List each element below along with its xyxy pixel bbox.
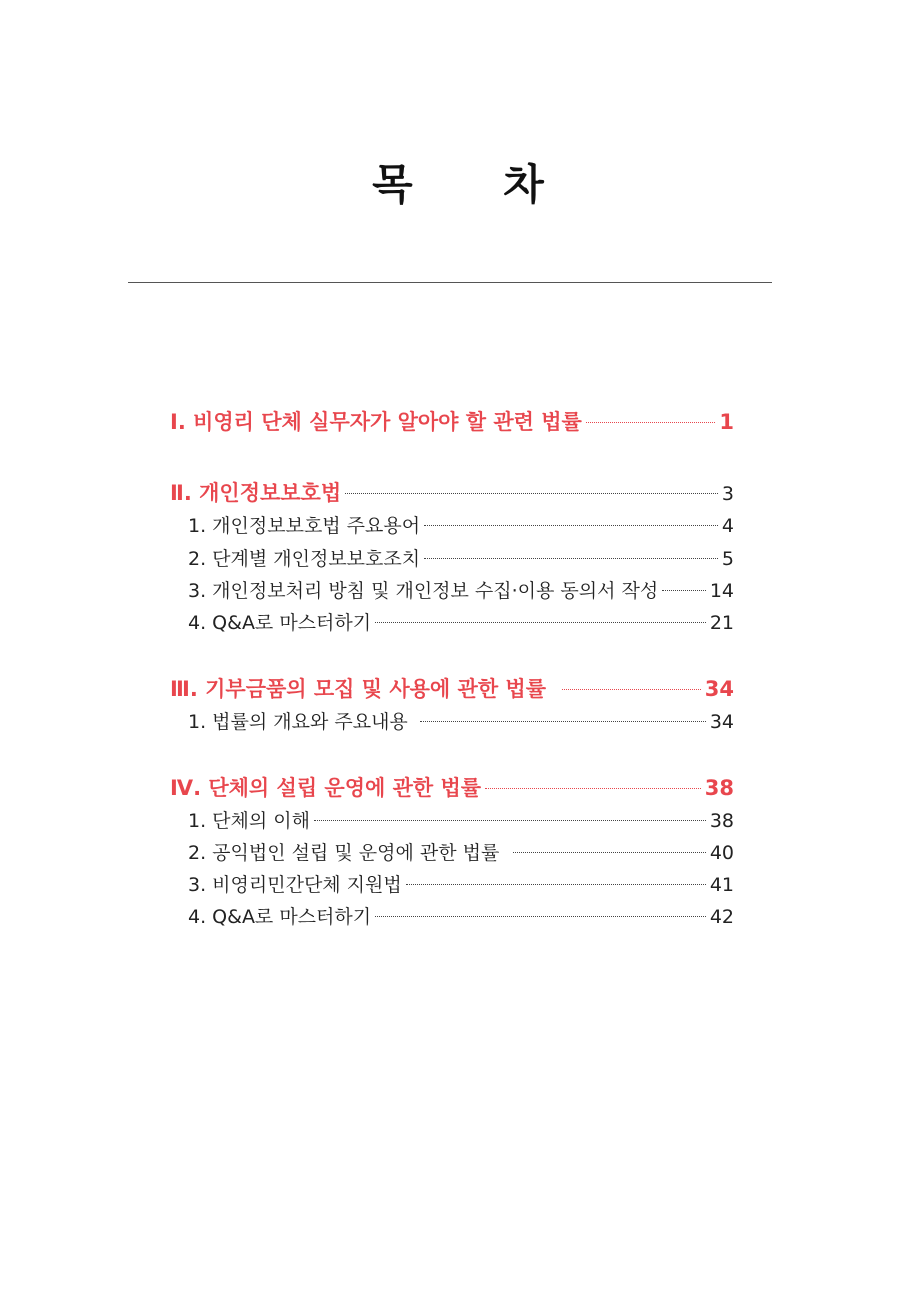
toc-entry-label: 3. 비영리민간단체 지원법 [188, 874, 402, 896]
toc-subentry-4-1[interactable] [170, 806, 734, 833]
dot-leader [562, 689, 701, 690]
toc-page-number: 41 [709, 874, 734, 896]
dot-leader [375, 622, 706, 623]
toc-page-number: 38 [709, 810, 734, 832]
toc-entry-label: 1. 법률의 개요와 주요내용 [188, 711, 408, 733]
toc-subentry-3-1[interactable] [170, 707, 734, 734]
toc-subentry-4-4[interactable] [170, 902, 734, 929]
toc-subentry-4-2[interactable] [170, 838, 734, 865]
toc-section-2[interactable] [170, 477, 734, 507]
toc-entry-label: 4. Q&A로 마스터하기 [188, 612, 372, 634]
toc-page-number: 5 [721, 548, 734, 570]
toc-entry-label: 3. 개인정보처리 방침 및 개인정보 수집·이용 동의서 작성 [188, 580, 659, 602]
toc-page-number: 40 [709, 842, 734, 864]
toc-entry-label: Ⅲ. 기부금품의 모집 및 사용에 관한 법률 [170, 677, 546, 701]
toc-page-number: 38 [704, 776, 734, 800]
toc-subentry-2-2[interactable] [170, 544, 734, 571]
toc-section-4[interactable] [170, 772, 734, 802]
dot-leader [375, 916, 706, 917]
toc-subentry-2-3[interactable] [170, 576, 734, 603]
dot-leader [513, 852, 705, 853]
toc-page-number: 34 [709, 711, 734, 733]
dot-leader [406, 884, 706, 885]
toc-subentry-2-1[interactable] [170, 511, 734, 538]
toc-entry-label: Ⅱ. 개인정보보호법 [170, 481, 342, 505]
toc-entry-label: 4. Q&A로 마스터하기 [188, 906, 372, 928]
toc-section-1[interactable] [170, 406, 734, 436]
toc-subentry-4-3[interactable] [170, 870, 734, 897]
title-divider [128, 282, 772, 283]
dot-leader [424, 558, 718, 559]
dot-leader [485, 788, 701, 789]
dot-leader [424, 525, 718, 526]
toc-page-number: 3 [721, 483, 734, 505]
toc-page-number: 4 [721, 515, 734, 537]
toc-entry-label: 1. 단체의 이해 [188, 810, 310, 832]
toc-entry-label: 2. 단계별 개인정보보호조치 [188, 548, 421, 570]
toc-page-number: 21 [709, 612, 734, 634]
dot-leader [586, 422, 716, 423]
toc-page-number: 42 [709, 906, 734, 928]
dot-leader [662, 590, 706, 591]
page-title: 목 차 [372, 160, 546, 209]
toc-page-number: 1 [719, 410, 734, 434]
toc-entry-label: Ⅰ. 비영리 단체 실무자가 알아야 할 관련 법률 [170, 410, 582, 434]
dot-leader [314, 820, 706, 821]
toc-page-number: 34 [704, 677, 734, 701]
toc-subentry-2-4[interactable] [170, 608, 734, 635]
toc-entry-label: Ⅳ. 단체의 설립 운영에 관한 법률 [170, 776, 482, 800]
dot-leader [420, 721, 706, 722]
toc-entry-label: 2. 공익법인 설립 및 운영에 관한 법률 [188, 842, 500, 864]
toc-entry-label: 1. 개인정보보호법 주요용어 [188, 515, 421, 537]
toc-section-3[interactable] [170, 673, 734, 703]
dot-leader [345, 493, 718, 494]
toc-page-number: 14 [709, 580, 734, 602]
